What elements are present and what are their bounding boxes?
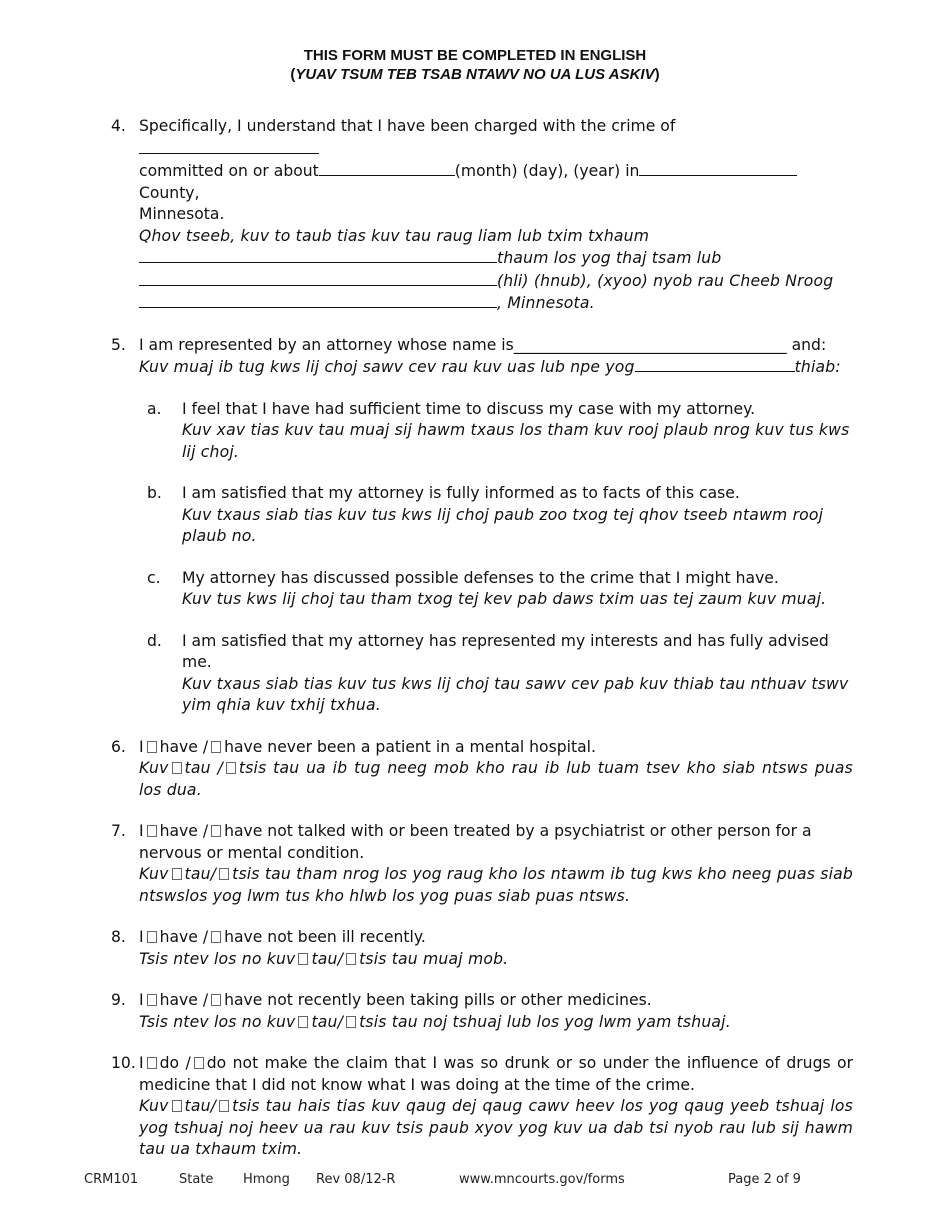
item-4-en-text-2: committed on or about <box>139 162 319 180</box>
text-have: have / <box>159 928 209 946</box>
text-kuv: Tsis ntev los no kuv <box>139 1012 296 1031</box>
header-hmong-text: YUAV TSUM TEB TSAB NTAWV NO UA LUS ASKIV <box>295 66 655 83</box>
attorney-name-field[interactable]: ___________________________________ <box>513 335 787 354</box>
item-number: 6. <box>111 737 126 756</box>
footer-form-id: CRM101 <box>84 1172 139 1187</box>
crime-field-hmong[interactable] <box>139 247 497 263</box>
item-5c-hmong: Kuv tus kws lij choj tau tham txog tej kev pab daws txim uas tej zaum kuv muaj. <box>182 590 827 608</box>
sub-letter: c. <box>147 568 161 587</box>
item-7 <box>111 821 853 907</box>
header-close-paren: ) <box>654 66 660 83</box>
item-5a-hmong: Kuv xav tias kuv tau muaj sij hawm txaus los tham kuv rooj plaub nrog kuv tus kws lij choj. <box>182 421 850 461</box>
form-header <box>0 46 950 84</box>
text-kuv: Kuv <box>139 865 169 883</box>
header-english-notice: THIS FORM MUST BE COMPLETED IN ENGLISH <box>303 47 647 64</box>
item-4-hm-text-1: Qhov tseeb, kuv to taub tias kuv tau raug liam lub txim txhaum <box>139 226 650 245</box>
sub-letter: d. <box>147 631 162 650</box>
item-5c <box>147 568 853 611</box>
text-i: I <box>139 991 144 1009</box>
item-number: 10. <box>111 1054 136 1072</box>
text-do: do / <box>159 1054 191 1072</box>
item-4-hm-text-3: (hli) (hnub), (xyoo) nyob rau Cheeb Nroog <box>497 271 834 290</box>
item-6-english <box>139 737 853 759</box>
text-i: I <box>139 928 144 946</box>
county-field-hmong[interactable] <box>139 292 497 308</box>
item-4-hmong <box>139 226 853 315</box>
date-field-hmong[interactable] <box>139 270 497 286</box>
text-kuv: Tsis ntev los no kuv <box>139 949 296 968</box>
item-5-hm-text-2: thiab: <box>794 358 841 376</box>
tsis-tau-checkbox[interactable] <box>219 1100 229 1112</box>
have-checkbox[interactable] <box>147 825 157 837</box>
footer-url[interactable]: www.mncourts.gov/forms <box>459 1172 625 1187</box>
item-4-hm-text-2: thaum los yog thaj tsam lub <box>497 249 722 267</box>
text-kuv: Kuv <box>139 759 169 777</box>
item-5b <box>147 483 853 548</box>
tau-checkbox[interactable] <box>298 1016 308 1028</box>
tau-checkbox[interactable] <box>172 1100 182 1112</box>
text-i: I <box>139 737 144 756</box>
footer-state: State <box>179 1172 214 1187</box>
item-6-hm-rest: tsis tau ua ib tug neeg mob kho rau ib lub tuam tsev kho siab ntsws puas los dua. <box>139 759 853 799</box>
item-5d-english: I am satisfied that my attorney has represented my interests and has fully advised me. <box>182 631 829 671</box>
footer-revision: Rev 08/12-R <box>316 1172 396 1187</box>
item-5 <box>111 335 853 717</box>
text-i: I <box>139 1054 144 1072</box>
item-5d <box>147 631 853 717</box>
item-10-hmong <box>139 1096 853 1161</box>
item-5-sublist <box>139 399 853 717</box>
item-6-hmong <box>139 758 853 801</box>
item-8-en-rest: have not been ill recently. <box>224 928 426 946</box>
header-open-paren: ( <box>290 66 296 83</box>
item-4-hm-text-4: , Minnesota. <box>497 294 595 312</box>
have-checkbox[interactable] <box>147 994 157 1006</box>
item-10 <box>111 1053 853 1161</box>
item-4-en-text-4: County, <box>139 183 200 202</box>
item-9 <box>111 990 853 1033</box>
text-kuv: Kuv <box>139 1097 169 1115</box>
text-tau: tau/ <box>184 1097 217 1115</box>
tau-checkbox[interactable] <box>172 868 182 880</box>
text-i: I <box>139 822 144 840</box>
item-9-hmong <box>139 1012 853 1034</box>
item-9-hm-rest: tsis tau noj tshuaj lub los yog lwm yam tshuaj. <box>359 1012 731 1031</box>
item-8 <box>111 927 853 970</box>
item-5a <box>147 399 853 464</box>
tsis-tau-checkbox[interactable] <box>346 1016 356 1028</box>
item-6 <box>111 737 853 802</box>
item-number: 7. <box>111 822 126 840</box>
item-5-hmong <box>139 356 853 379</box>
item-4-en-text-3: (month) (day), (year) in <box>454 162 640 180</box>
item-4-en-text-5: Minnesota. <box>139 205 225 223</box>
item-5-english <box>139 335 853 357</box>
item-10-hm-rest: tsis tau hais tias kuv qaug dej qaug cawv heev los yog qaug yeeb tshuaj los yog tshuaj noj heev ua rau kuv tsis paub xyov yog kuv ua dab tsi nyob rau lub sij hawm tau ua txhaum txim. <box>139 1097 853 1158</box>
form-content <box>111 116 853 1181</box>
date-field[interactable] <box>319 160 455 176</box>
item-5b-hmong: Kuv txaus siab tias kuv tus kws lij choj paub zoo txog tej qhov tseeb ntawm rooj plaub no. <box>182 505 824 545</box>
text-have: have / <box>159 991 209 1009</box>
tau-checkbox[interactable] <box>172 762 182 774</box>
item-number: 4. <box>111 117 126 135</box>
item-7-english <box>139 821 853 864</box>
item-5d-hmong: Kuv txaus siab tias kuv tus kws lij choj tau sawv cev pab kuv thiab tau nthuav tswv yim qhia kuv txhij txhua. <box>182 674 849 714</box>
item-4-en-text-1: Specifically, I understand that I have been charged with the crime of <box>139 117 676 135</box>
have-checkbox[interactable] <box>147 741 157 753</box>
footer-language: Hmong <box>243 1172 290 1187</box>
text-tau: tau/ <box>311 1012 344 1031</box>
item-4 <box>111 116 853 315</box>
county-field[interactable] <box>639 160 797 176</box>
sub-letter: a. <box>147 399 162 418</box>
header-hmong-notice <box>0 65 950 84</box>
have-never-checkbox[interactable] <box>211 741 221 753</box>
text-tau: tau/ <box>184 865 217 883</box>
have-not-checkbox[interactable] <box>211 825 221 837</box>
item-7-hmong <box>139 864 853 907</box>
text-have: have / <box>159 737 209 756</box>
tsis-tau-checkbox[interactable] <box>219 868 229 880</box>
item-8-hm-rest: tsis tau muaj mob. <box>359 949 509 968</box>
item-number: 8. <box>111 928 126 946</box>
item-10-en-rest: do not make the claim that I was so drunk or so under the influence of drugs or medicine that I did not know what I was doing at the time of the crime. <box>139 1054 853 1094</box>
tsis-tau-checkbox[interactable] <box>226 762 236 774</box>
text-tau: tau / <box>184 759 223 777</box>
have-checkbox[interactable] <box>147 931 157 943</box>
item-8-hmong <box>139 949 853 971</box>
item-5c-english: My attorney has discussed possible defenses to the crime that I might have. <box>182 568 779 587</box>
tsis-tau-checkbox[interactable] <box>346 953 356 965</box>
text-tau: tau/ <box>311 949 344 968</box>
have-not-checkbox[interactable] <box>211 931 221 943</box>
do-checkbox[interactable] <box>147 1057 157 1069</box>
footer-page-number: Page 2 of 9 <box>728 1172 801 1187</box>
item-4-english <box>139 116 853 226</box>
do-not-checkbox[interactable] <box>194 1057 204 1069</box>
have-not-checkbox[interactable] <box>211 994 221 1006</box>
item-9-en-rest: have not recently been taking pills or other medicines. <box>224 991 652 1009</box>
item-5b-english: I am satisfied that my attorney is fully informed as to facts of this case. <box>182 484 740 502</box>
tau-checkbox[interactable] <box>298 953 308 965</box>
crime-field[interactable] <box>139 138 319 154</box>
item-number: 9. <box>111 991 126 1009</box>
item-5a-english: I feel that I have had sufficient time to discuss my case with my attorney. <box>182 399 756 418</box>
item-7-hm-rest: tsis tau tham nrog los yog raug kho los ntawm ib tug kws kho neeg puas siab ntswslos yog lwm tus kho hlwb los yog puas siab puas ntsws. <box>139 865 853 905</box>
item-5-en-text-2: and: <box>791 335 827 354</box>
item-5-hm-text-1: Kuv muaj ib tug kws lij choj sawv cev rau kuv uas lub npe yog <box>139 358 635 376</box>
item-number: 5. <box>111 335 126 354</box>
sub-letter: b. <box>147 484 162 502</box>
item-8-english <box>139 927 853 949</box>
attorney-name-field-hmong[interactable] <box>635 356 795 372</box>
item-5-en-text-1: I am represented by an attorney whose name is <box>139 335 514 354</box>
item-10-english <box>139 1053 853 1096</box>
text-have: have / <box>159 822 209 840</box>
item-7-en-rest: have not talked with or been treated by a psychiatrist or other person for a nervous or mental condition. <box>139 822 812 862</box>
item-6-en-rest: have never been a patient in a mental hospital. <box>224 737 596 756</box>
item-9-english <box>139 990 853 1012</box>
